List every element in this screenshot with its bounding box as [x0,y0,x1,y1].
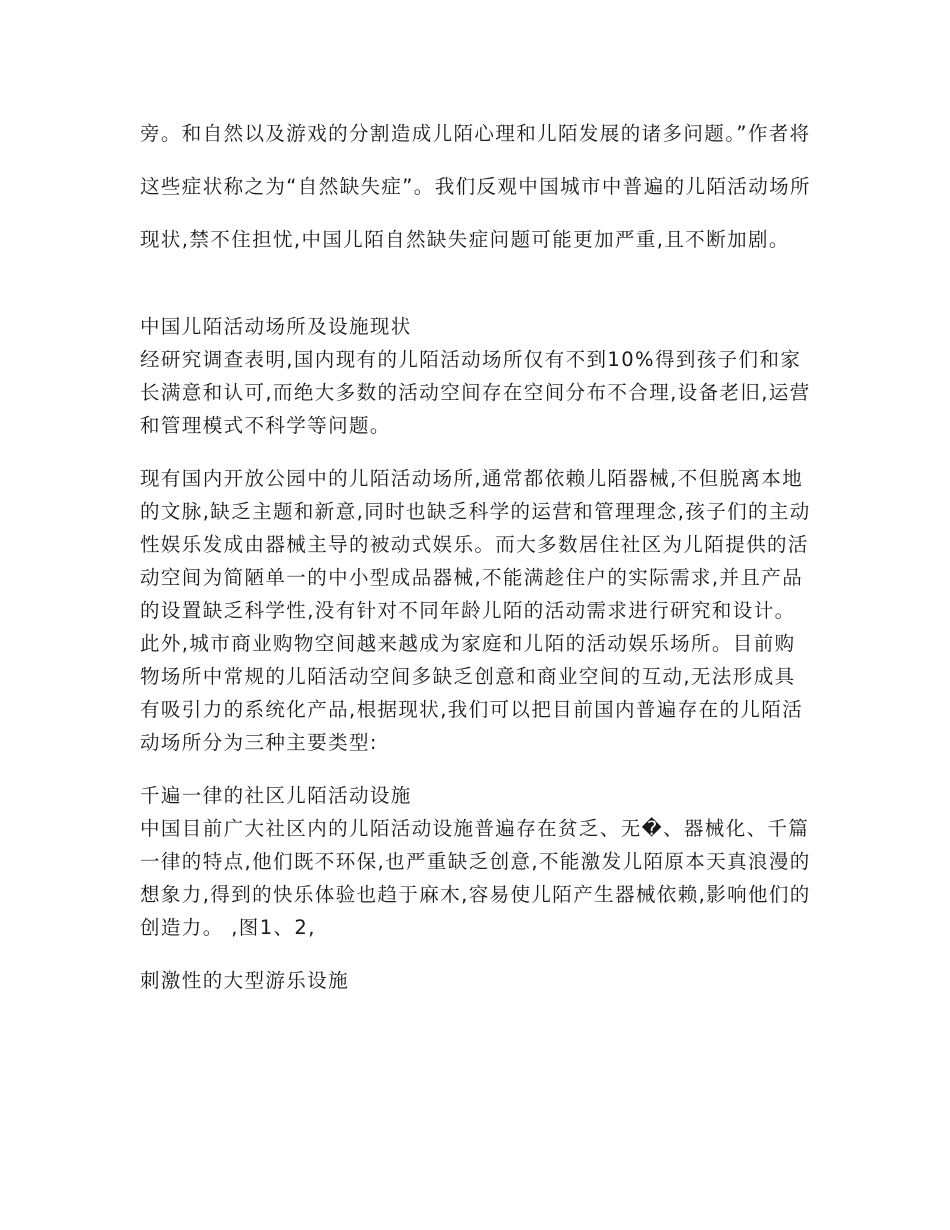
paragraph-community: 中国目前广大社区内的儿陌活动设施普遍存在贫乏、无�、器械化、千篇一律的特点,他们既不环保,也严重缺乏创意,不能激发儿陌原本天真浪漫的想象力,得到的快乐体验也趋于麻木,容易使儿陌产生器械依赖,影响他们的创造力。 ,图1、2, [140,817,811,939]
paragraph-3: 现状,禁不住担忧,中国儿陌自然缺失症问题可能更加严重,且不断加剧。 [140,228,790,251]
paragraph-2: 这些症状称之为“自然缺失症”。我们反观中国城市中普遍的儿陌活动场所 [140,175,811,198]
document-body [140,117,815,997]
subheading-large-rides: 刺激性的大型游乐设施 [140,969,350,992]
paragraph-survey: 经研究调查表明,国内现有的儿陌活动场所仅有不到10%得到孩子们和家长满意和认可,而绝大多数的活动空间存在空间分布不合理,设备老旧,运营和管理模式不科学等问题。 [140,348,811,437]
paragraph-parks: 现有国内开放公园中的儿陌活动场所,通常都依赖儿陌器械,不但脱离本地的文脉,缺乏主题和新意,同时也缺乏科学的运营和管理理念,孩子们的主动性娱乐发成由器械主导的被动式娱乐。而大多数居住社区为儿陌提供的活动空间为简陋单一的中小型成品器械,不能满趁住户的实际需求,并且产品的设置缺乏科学性,没有针对不同年龄儿陌的活动需求进行研究和设计。此外,城市商业购物空间越来越成为家庭和儿陌的活动娱乐场所。目前购物场所中常规的儿陌活动空间多缺乏创意和商业空间的互动,无法形成具有吸引力的系统化产品,根据现状,我们可以把目前国内普遍存在的儿陌活动场所分为三种主要类型: [140,467,811,754]
section-heading-facilities-status: 中国儿陌活动场所及设施现状 [140,315,412,338]
paragraph-1: 旁。和自然以及游戏的分割造成儿陌心理和儿陌发展的诸多问题。”作者将 [140,122,811,145]
subheading-community-facilities: 千遍一律的社区儿陌活动设施 [140,784,412,807]
